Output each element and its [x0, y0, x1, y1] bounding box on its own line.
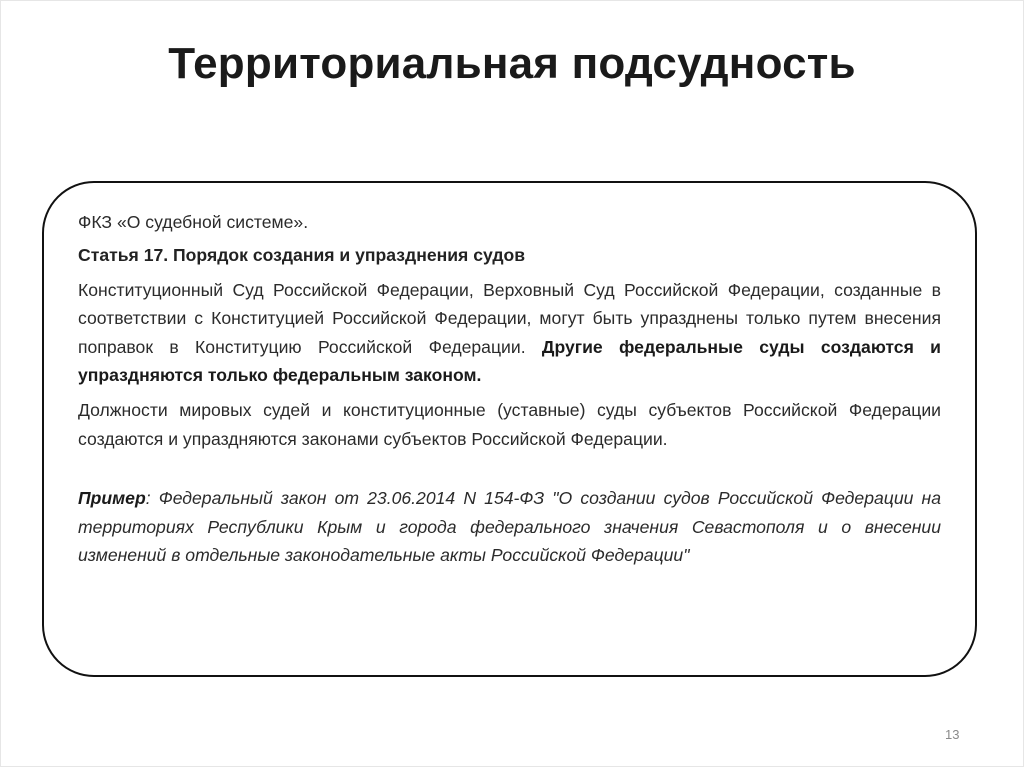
article-heading: Статья 17. Порядок создания и упразднения судов — [78, 245, 526, 266]
paragraph-2: Должности мировых судей и конституционные (уставные) суды субъектов Российской Федерации создаются и упраздняются законами субъектов Российской Федерации. — [78, 400, 941, 449]
paragraph-1-text: Конституционный Суд Российской Федерации, Верховный Суд Российской Федерации, созданные в соответствии с Конституцией Российской Федерации, могут быть упразднены только путем внесения поправок в Конституцию Российской Федерации. — [78, 279, 941, 357]
example-label: Пример — [78, 488, 146, 509]
page-number: 13 — [945, 727, 960, 742]
law-source: ФКЗ «О судебной системе». — [78, 212, 309, 232]
slide-title: Территориальная подсудность — [168, 39, 856, 88]
example-paragraph — [78, 484, 941, 569]
paragraph-1-bold-text: Другие федеральные суды создаются и упраздняются только федеральным законом. — [78, 336, 941, 386]
content-text-block — [78, 208, 941, 569]
example-text: : Федеральный закон от 23.06.2014 N 154-ФЗ "О создании судов Российской Федерации на территориях Республики Крым и города федерального значения Севастополя и о внесении изменений в отдельные законодательные акты Российской Федерации" — [78, 488, 941, 566]
paragraph-1 — [78, 276, 941, 390]
